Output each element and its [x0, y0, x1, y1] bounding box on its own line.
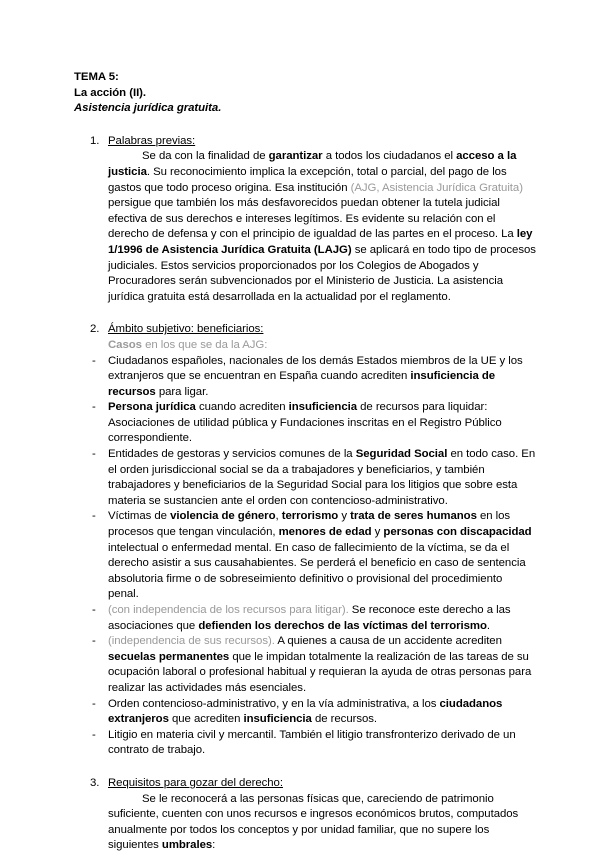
title-line-2: La acción (II).: [74, 86, 147, 99]
section-number: 3.: [90, 776, 100, 789]
text-run: en todo caso. En el orden jurisdiccional social se da a trabajadores y beneficiarios, y también trabajadores y beneficiarios de la Seguridad Social para los litigios que sobre esta materia se sustancien ante el orden con contencioso-administrativo.: [108, 448, 536, 507]
section-paragraph: [108, 149, 536, 305]
casos-label: [108, 338, 536, 354]
text-run: de recursos para liquidar: Asociaciones de utilidad pública y Fundaciones inscritas en el Registro Público correspondiente.: [108, 401, 502, 445]
text-run: Se le reconocerá a las personas físicas que, careciendo de patrimonio suficiente, cuenten con unos recursos e ingresos económicos brutos, computados anualmente por todos los conceptos y por unidad familiar, que no supere los siguientes: [108, 792, 519, 852]
list-item: [92, 603, 536, 634]
text-run: insuficiencia: [243, 713, 312, 726]
section-paragraph: [108, 792, 536, 854]
bullet-dash: -: [92, 728, 96, 741]
bullet-dash: -: [92, 510, 96, 523]
title-line-1: TEMA 5:: [74, 71, 119, 83]
text-run: Entidades de gestoras y servicios comunes de la: [108, 448, 356, 461]
text-run: en los procesos que tengan vinculación,: [108, 510, 511, 539]
bullet-dash: -: [92, 354, 96, 367]
list-item: [92, 509, 536, 603]
text-run: cuando acrediten: [195, 401, 289, 414]
text-run: Se reconoce este derecho a las asociaciones que: [108, 604, 511, 632]
text-run: ciudadanos extranjeros: [108, 697, 503, 726]
text-run: acceso a la justicia: [108, 150, 517, 178]
text-run: personas con discapacidad: [383, 526, 532, 539]
text-run: A quienes a causa de un accidente acrediten: [274, 635, 502, 648]
text-run: . Su reconocimiento implica la excepción, total o parcial, del pago de los gastos que todo proceso origina. Esa institución: [108, 165, 507, 194]
text-run: se aplicará en todo tipo de procesos judiciales. Estos servicios proporcionados por los Colegios de Abogados y Procuradores serán subvencionados por el Ministerio de Justicia. La asistencia jurídica gratuita está desarrollada en la actualidad por el reglamento.: [108, 243, 536, 303]
text-run: y: [338, 510, 351, 523]
section-number: 1.: [90, 134, 100, 147]
text-run: de recursos.: [311, 713, 378, 726]
bullet-dash: -: [92, 604, 96, 616]
bullet-dash: -: [92, 401, 96, 414]
text-run: terrorismo: [281, 510, 339, 523]
text-run: que acrediten: [168, 713, 244, 726]
text-run: en los que se da la AJG:: [141, 338, 268, 351]
text-run: para ligar.: [155, 385, 209, 398]
text-run: defienden los derechos de las víctimas del terrorismo: [198, 619, 487, 632]
title-line-3: Asistencia jurídica gratuita.: [74, 102, 222, 115]
text-run: Se da con la finalidad de: [142, 150, 269, 163]
list-item: [92, 697, 536, 728]
section-heading: Requisitos para gozar del derecho:: [108, 776, 283, 789]
section-heading: Palabras previas:: [108, 134, 196, 147]
text-run: trata de seres humanos: [350, 510, 477, 523]
text-run: (con independencia de los recursos para litigar).: [108, 604, 349, 616]
text-run: insuficiencia de recursos: [108, 370, 496, 398]
text-run: Seguridad Social: [355, 448, 448, 461]
text-run: violencia de género: [170, 510, 276, 523]
text-run: Casos: [108, 338, 142, 351]
text-run: a todos los ciudadanos el: [322, 150, 457, 163]
text-run: garantizar: [268, 150, 323, 163]
text-run: que le impidan totalmente la realización de las tareas de su ocupación laboral o profesional habitual y requieran la ayuda de otras personas para realizar las actividades más esenciales.: [108, 650, 532, 694]
text-run: .: [486, 619, 491, 632]
text-run: insuficiencia: [288, 401, 358, 414]
text-run: :: [212, 839, 216, 852]
text-run: persigue que también los más desfavorecidos puedan obtener la tutela judicial efectiva de sus derechos e intereses legítimos. Es evidente su relación con el derecho de defensa y con el principio de igualdad de las partes en el proceso. La: [108, 197, 517, 241]
list-item: [92, 400, 536, 447]
section-number: 2.: [90, 323, 100, 336]
text-run: intelectual o enfermedad mental. En caso de fallecimiento de la víctima, se da el derecho asistir a sus causahabientes. Se perderá el beneficio en caso de sentencia absolutoria firme o de sobreseimiento definitivo o provisional del procedimiento penal.: [108, 541, 526, 601]
text-run: ,: [275, 510, 282, 523]
list-item: [92, 354, 536, 401]
text-run: ley 1/1996 de Asistencia Jurídica Gratuita (LAJG): [108, 228, 533, 256]
text-run: Persona jurídica: [108, 401, 196, 414]
beneficiaries-list: [74, 354, 536, 759]
section-1: [74, 134, 536, 306]
bullet-dash: -: [92, 448, 96, 461]
text-run: Víctimas de: [108, 510, 171, 523]
text-run: umbrales: [161, 839, 213, 852]
text-run: Orden contencioso-administrativo, y en la vía administrativa, a los: [108, 697, 440, 710]
section-3: [74, 776, 536, 854]
text-run: secuelas permanentes: [108, 650, 230, 663]
list-item: [92, 634, 536, 696]
list-item: [92, 728, 536, 759]
text-run: y: [371, 526, 384, 539]
text-run: Litigio en materia civil y mercantil. También el litigio transfronterizo derivado de un contrato de trabajo.: [108, 728, 516, 757]
text-run: (independencia de sus recursos).: [108, 635, 275, 648]
text-run: (AJG, Asistencia Jurídica Gratuita): [350, 181, 523, 194]
section-2: [74, 322, 536, 353]
text-run: menores de edad: [278, 526, 372, 539]
bullet-dash: -: [92, 697, 96, 710]
document-title: [74, 70, 536, 117]
text-run: Ciudadanos españoles, nacionales de los demás Estados miembros de la UE y los extranjeros que se encuentran en España cuando acrediten: [108, 354, 523, 383]
list-item: [92, 447, 536, 509]
section-heading: Ámbito subjetivo: beneficiarios:: [108, 323, 264, 336]
bullet-dash: -: [92, 635, 96, 648]
